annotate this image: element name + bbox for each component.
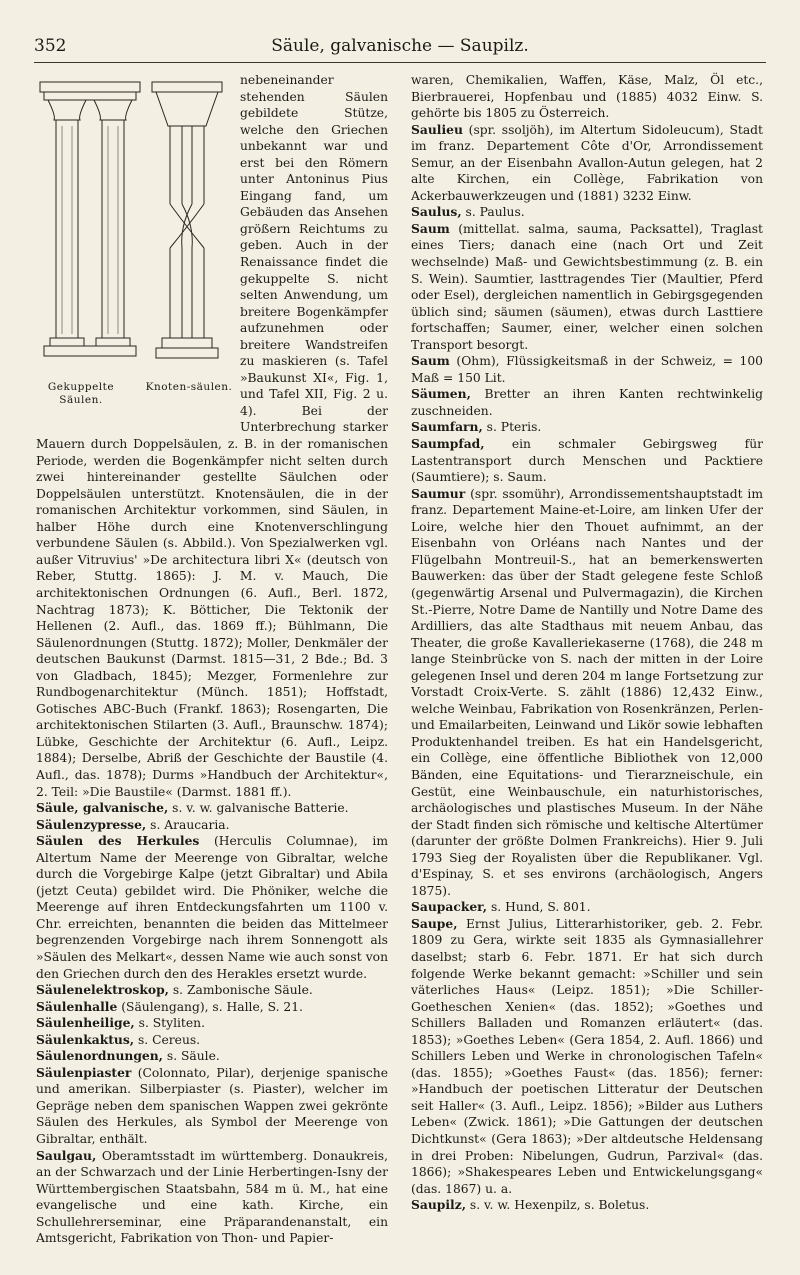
right-column: [411, 72, 763, 1247]
header-rule: [34, 62, 766, 63]
headword: Saupilz,: [411, 1197, 466, 1213]
page-header: [34, 36, 766, 62]
headword: Saumur: [411, 485, 466, 501]
paragraph: waren, Chemikalien, Waffen, Käse, Malz, Öl etc., Bierbrauerei, Hopfenbau und (1885) 4032 Einw. S. gehörte bis 1805 zu Österreich.: [411, 73, 763, 121]
headword: Säulenzypresse,: [36, 816, 147, 832]
entry: Saupacker, s. Hund, S. 801.: [411, 899, 591, 915]
headword: Säulenpiaster: [36, 1064, 132, 1080]
headword: Saumfarn,: [411, 419, 483, 435]
page-number: 352: [34, 36, 67, 56]
headword: Säumen,: [411, 386, 471, 402]
entry: Saulieu (spr. ssoljöh), im Altertum Sidoleucum), Stadt im franz. Departement Côte d'Or, Arrondissement Semur, an der Eisenbahn Avallon-Autun gelegen, hat 2 alte Kirchen, ein Collège, Fabrikation von Ackerbauwerkzeugen und (1881) 3232 Einw.: [411, 121, 763, 203]
headword: Saum: [411, 220, 450, 236]
headword: Saumpfad,: [411, 436, 485, 452]
entry: Saum (Ohm), Flüssigkeitsmaß in der Schweiz, = 100 Maß = 150 Lit.: [411, 353, 763, 385]
headword: Saulgau,: [36, 1147, 97, 1163]
headword: Säulenheilige,: [36, 1015, 135, 1031]
entry: Säulenheilige, s. Styliten.: [36, 1015, 205, 1031]
headword: Saulus,: [411, 204, 462, 220]
columns-drawing-icon: [36, 76, 232, 376]
caption-knotted-columns: Knoten-säulen.: [145, 381, 233, 393]
headword: Säulenhalle: [36, 998, 118, 1014]
headword: Saupacker,: [411, 899, 488, 915]
headword: Säule, galvanische,: [36, 800, 169, 816]
entry: Saum (mittellat. salma, sauma, Packsattel), Traglast eines Tiers; danach eine (nach Ort und Zeit wechselnde) Maß- und Gewichtsbestimmung (z. B. ein S. Wein). Saumtier, lasttragendes Tier (Maultier, Pferd oder Esel), dergleichen namentlich in Gebirgsgegenden üblich sind; säumen (säumen), etwas durch Lasttiere fortschaffen; Saumer, einer, welcher einen solchen Transport besorgt.: [411, 220, 763, 352]
entry: Säulenpiaster (Colonnato, Pilar), derjenige spanische und amerikan. Silberpiaster (s. Piaster), welcher im Gepräge neben dem spanischen Wappen zwei gekrönte Säulen des Herkules, als Symbol der Meerenge von Gibraltar, enthält.: [36, 1064, 388, 1146]
headword: Säulen des Herkules: [36, 833, 200, 849]
entry: Saulgau, Oberamtsstadt im württemberg. Donaukreis, an der Schwarzach und der Linie Herbertingen-Isny der Württembergischen Staatsbahn, 584 m ü. M., hat eine evangelische und eine kath. Kirche, ein Schullehrerseminar, eine Präparandenanstalt, ein Amtsgericht, Fabrikation von Thon- und Papier-: [36, 1147, 388, 1246]
entry: Saulus, s. Paulus.: [411, 204, 525, 220]
entry: Saupe, Ernst Julius, Litterarhistoriker, geb. 2. Febr. 1809 zu Gera, wirkte seit 1835 als Gymnasiallehrer daselbst; starb 6. Febr. 1871. Er hat sich durch folgende Werke bekannt gemacht: »Schiller und sein väterliches Haus« (Leipz. 1851); »Die Schiller-Goetheschen Xenien« (das. 1852); »Goethes und Schillers Balladen und Romanzen erläutert« (das. 1853); »Goethes Leben« (Gera 1854, 2. Aufl. 1866) und Schillers Leben und Werke in chronologischen Tafeln« (das. 1855); »Goethes Faust« (das. 1856); ferner: »Handbuch der poetischen Litteratur der Deutschen seit Haller« (3. Aufl., Leipz. 1856); »Bilder aus Luthers Leben« (Zwick. 1861); »Die Gattungen der deutschen Dichtkunst« (Gera 1863); »Der altdeutsche Heldensang in drei Proben: Nibelungen, Gudrun, Parzival« (das. 1866); »Shakespeares Leben und Entwickelungsgang« (das. 1867) u. a.: [411, 915, 763, 1196]
running-title: Säule, galvanische — Saupilz.: [271, 36, 529, 56]
paragraph: nebeneinander stehenden Säulen gebildete Stütze, welche den Griechen unbekannt war und erst bei den Römern unter Antoninus Pius Eingang fand, um Gebäuden das Ansehen größern Reichtums zu geben. Auch in der Renaissance findet die gekuppelte S. nicht selten Anwendung, um breitere Bogenkämpfer aufzunehmen oder breitere Wandstreifen zu maskieren (s. Tafel »Baukunst XI«, Fig. 1, und Tafel XII, Fig. 2 u. 4). Bei der Unterbrechung starker Mauern durch Doppelsäulen, z. B. in der romanischen Periode, werden die Bogenkämpfer nicht selten durch zwei hintereinander gestellte Säulchen oder Doppelsäulen unterstützt. Knotensäulen, die in der romanischen Architektur vorkommen, sind Säulen, in halber Höhe durch eine Knotenverschlingung verbundene Säulen (s. Abbild.). Von Spezialwerken vgl. außer Vitruvius' »De architectura libri X« (deutsch von Reber, Stuttg. 1865): J. M. v. Mauch, Die architektonischen Ordnungen (6. Aufl., Berl. 1872, Nachtrag 1873); K. Bötticher, Die Tektonik der Hellenen (2. Aufl., das. 1869 ff.); Bühlmann, Die Säulenordnungen (Stuttg. 1872); Moller, Denkmäler der deutschen Baukunst (Darmst. 1815—31, 2 Bde.; Bd. 3 von Gladbach, 1845); Mezger, Formenlehre zur Rundbogenarchitektur (Münch. 1851); Hoffstadt, Gotisches ABC-Buch (Frankf. 1863); Rosengarten, Die architektonischen Stilarten (3. Aufl., Braunschw. 1874); Lübke, Geschichte der Architektur (6. Aufl., Leipz. 1884); Derselbe, Abriß der Geschichte der Baustile (4. Aufl., das. 1878); Durms »Handbuch der Architektur«, 2. Teil: »Die Baustile« (Darmst. 1881 ff.).: [36, 73, 388, 799]
entry: Säulenordnungen, s. Säule.: [36, 1048, 220, 1064]
entry: Säulen des Herkules (Herculis Columnae), im Altertum Name der Meerenge von Gibraltar, welche durch die Vorgebirge Kalpe (jetzt Gibraltar) und Abila (jetzt Ceuta) gebildet wird. Die Phöniker, welche die Meerenge auf ihren Entdeckungsfahrten um 1100 v. Chr. erreichten, benannten die beiden das Mittelmeer begrenzenden Vorgebirge nach ihrem Sonnengott als »Säulen des Melkart«, dessen Name wie auch sonst von den Griechen durch den des Herakles ersetzt wurde.: [36, 833, 388, 981]
left-column: [36, 72, 388, 1247]
headword: Säulenkaktus,: [36, 1031, 135, 1047]
headword: Saum: [411, 353, 450, 369]
entry: Saupilz, s. v. w. Hexenpilz, s. Boletus.: [411, 1197, 650, 1213]
caption-coupled-columns: Gekuppelte Säulen.: [47, 381, 115, 406]
entry: Säumen, Bretter an ihren Kanten rechtwinkelig zuschneiden.: [411, 386, 763, 418]
entry: Saumpfad, ein schmaler Gebirgsweg für Lastentransport durch Menschen und Packtiere (Saumtiere); s. Saum.: [411, 436, 763, 485]
headword: Saulieu: [411, 121, 463, 137]
entry: Säulenkaktus, s. Cereus.: [36, 1031, 201, 1047]
entry: Säulenzypresse, s. Araucaria.: [36, 816, 230, 832]
headword: Saupe,: [411, 915, 458, 931]
entry: Saumfarn, s. Pteris.: [411, 419, 542, 435]
entry: Säulenhalle (Säulengang), s. Halle, S. 21.: [36, 998, 303, 1014]
entry: Säulenelektroskop, s. Zambonische Säule.: [36, 982, 313, 998]
headword: Säulenordnungen,: [36, 1048, 163, 1064]
headword: Säulenelektroskop,: [36, 982, 169, 998]
entry: Saumur (spr. ssomühr), Arrondissementshauptstadt im franz. Departement Maine-et-Loire, am linken Ufer der Loire, welche hier den Thouet aufnimmt, an der Eisenbahn von Orléans nach Nantes und der Flügelbahn Montreuil-S., hat an bemerkenswerten Bauwerken: das über der Stadt gelegene feste Schloß (gegenwärtig Arsenal und Pulvermagazin), die Kirchen St.-Pierre, Notre Dame de Nantilly und Notre Dame des Ardilliers, das alte Stadthaus mit neuem Anbau, das Theater, die große Kavalleriekaserne (1768), die 248 m lange Steinbrücke von S. nach der mitten in der Loire gelegenen Insel und deren 204 m lange Fortsetzung zur Vorstadt Croix-Verte. S. zählt (1886) 12,432 Einw., welche Weinbau, Fabrikation von Rosenkränzen, Perlen- und Emailarbeiten, Leinwand und Likör sowie lebhaften Produktenhandel treiben. Es hat ein Handelsgericht, ein Collège, eine öffentliche Bibliothek von 12,000 Bänden, eine Equitations- und Tierarzneischule, ein Gestüt, eine Weinbauschule, ein naturhistorisches, archäologisches und plastisches Museum. In der Nähe der Stadt finden sich römische und keltische Altertümer (darunter der größte Dolmen Frankreichs). Hier 9. Juli 1793 Sieg der Royalisten über die Republikaner. Vgl. d'Espinay, S. et ses environs (archäologisch, Angers 1875).: [411, 485, 763, 898]
entry: Säule, galvanische, s. v. w. galvanische Batterie.: [36, 800, 349, 816]
column-illustration: [36, 76, 232, 416]
